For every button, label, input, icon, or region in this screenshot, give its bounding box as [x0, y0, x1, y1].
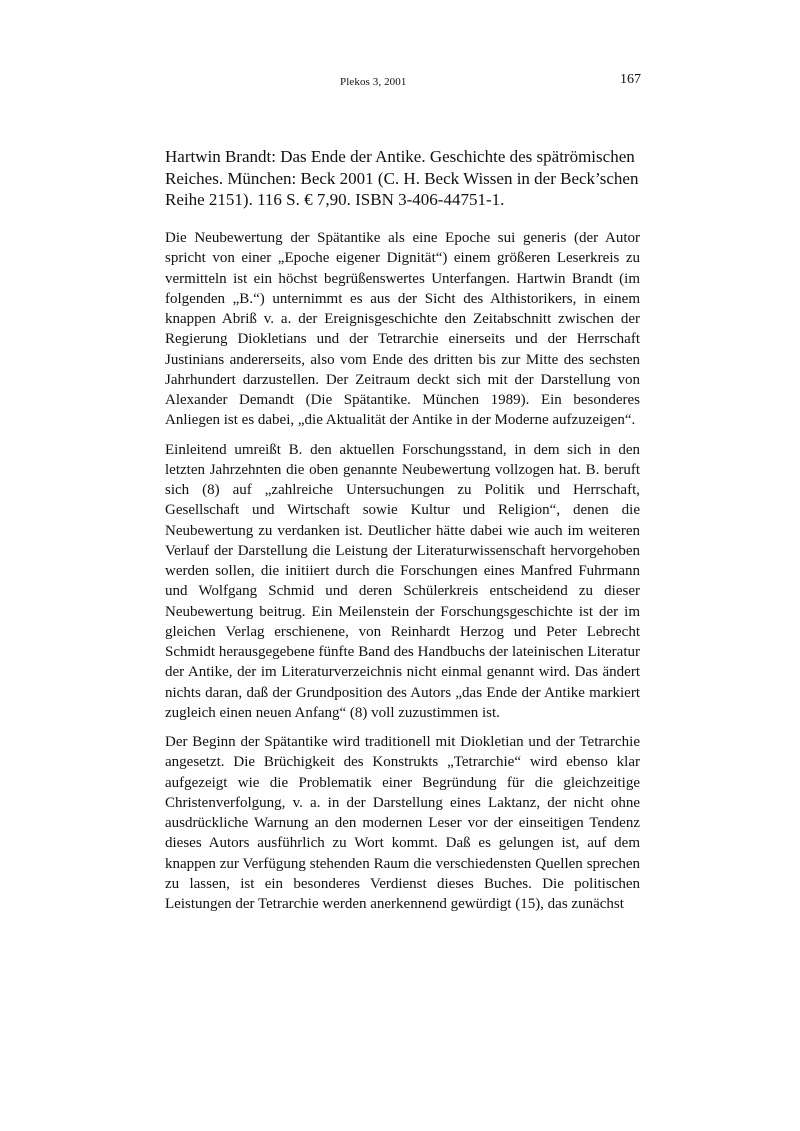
- review-body: [165, 228, 640, 923]
- paragraph-1: Die Neubewertung der Spätantike als eine Epoche sui generis (der Autor spricht von einer „Epoche eigener Dignität“) einem größeren Leserkreis zu vermitteln ist ein höchst begrüßenswertes Unterfangen. Hartwin Brandt (im folgenden „B.“) unternimmt es aus der Sicht des Althistorikers, in einem knappen Abriß v. a. der Ereignisgeschichte den Zeitabschnitt zwischen der Regierung Diokletians und der Tetrarchie einerseits und der Herrschaft Justinians andererseits, also vom Ende des dritten bis zur Mitte des sechsten Jahrhundert darzustellen. Der Zeitraum deckt sich mit der Darstellung von Alexander Demandt (Die Spätantike. München 1989). Ein besonderes Anliegen ist es dabei, „die Aktualität der Antike in der Moderne aufzuzeigen“.: [165, 230, 640, 429]
- running-head: Plekos 3, 2001: [340, 76, 407, 88]
- book-citation: Hartwin Brandt: Das Ende der Antike. Geschichte des spätrömischen Reiches. München: Beck 2001 (C. H. Beck Wissen in der Beck’schen Reihe 2151). 116 S. € 7,90. ISBN 3-406-44751-1.: [165, 147, 639, 209]
- paragraph-3: Der Beginn der Spätantike wird traditionell mit Diokletian und der Tetrarchie angesetzt. Die Brüchigkeit des Konstrukts „Tetrarchie“ wird ebenso klar aufgezeigt wie die Problematik einer Begründung für die gleichzeitige Christenverfolgung, v. a. in der Darstellung eines Laktanz, der nicht ohne ausdrückliche Warnung an den modernen Leser vor der einseitigen Tendenz dieses Autors ausführlich zu Wort kommt. Daß es gelungen ist, auf dem knappen zur Verfügung stehenden Raum die verschiedensten Quellen sprechen zu lassen, ist ein besonderes Verdienst dieses Buches. Die politischen Leistungen der Tetrarchie werden anerkennend gewürdigt (15), das zunächst: [165, 734, 640, 912]
- page-number: 167: [620, 72, 641, 87]
- paragraph-2: Einleitend umreißt B. den aktuellen Forschungsstand, in dem sich in den letzten Jahrzehnten die oben genannte Neubewertung vollzogen hat. B. beruft sich (8) auf „zahlreiche Untersuchungen zu Politik und Herrschaft, Gesellschaft und Wirtschaft sowie Kultur und Religion“, denen die Neubewertung zu verdanken ist. Deutlicher hätte dabei wie auch im weiteren Verlauf der Darstellung die Leistung der Literaturwissenschaft hervorgehoben werden sollen, die initiiert durch die Forschungen eines Manfred Fuhrmann und Wolfgang Schmid und deren Schülerkreis entscheidend zu dieser Neubewertung beitrug. Ein Meilenstein der Forschungsgeschichte ist der im gleichen Verlag erschienene, von Reinhardt Herzog und Peter Lebrecht Schmidt herausgegebene fünfte Band des Handbuchs der lateinischen Literatur der Antike, der im Literaturverzeichnis nicht einmal genannt wird. Das ändert nichts daran, daß der Grundposition des Autors „das Ende der Antike markiert zugleich einen neuen Anfang“ (8) voll zuzustimmen ist.: [165, 441, 640, 721]
